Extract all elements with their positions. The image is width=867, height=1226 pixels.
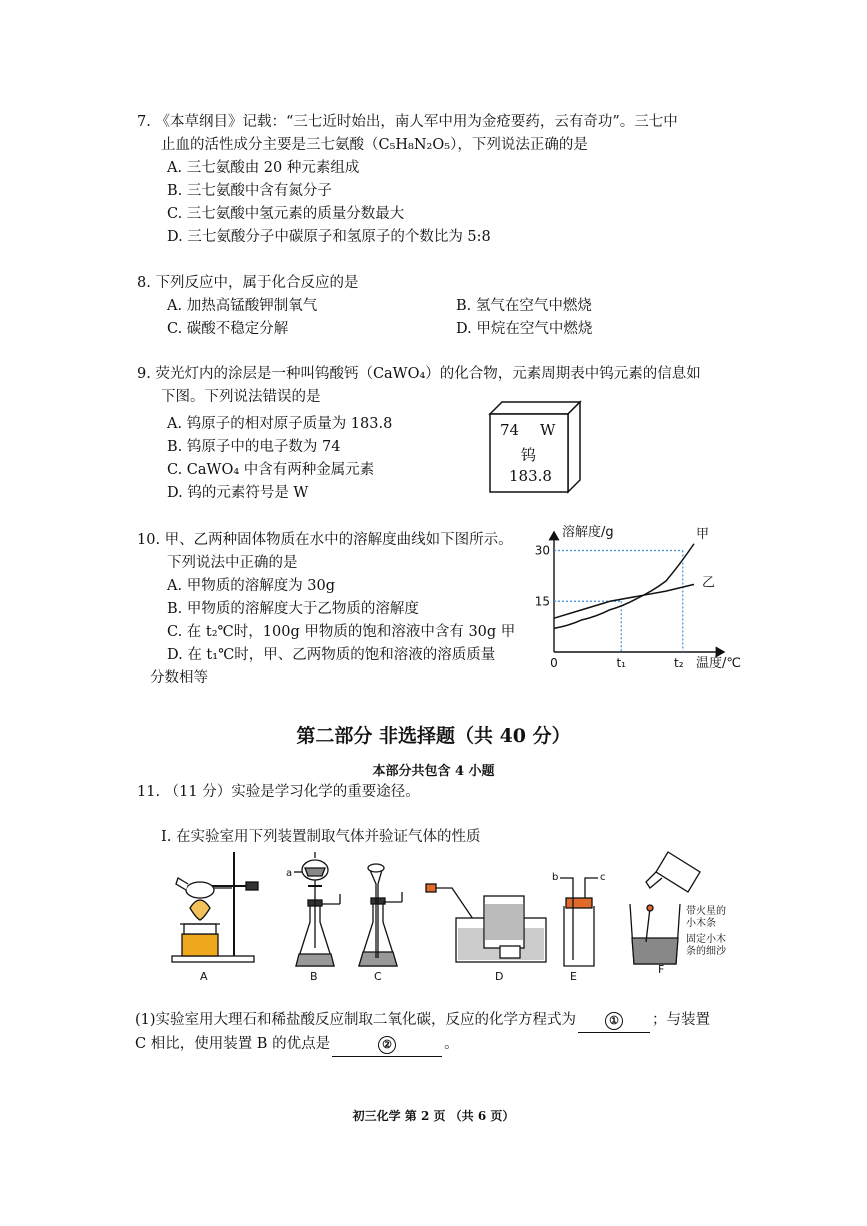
q7-stem-line1: 7. 《本草纲目》记载：“三七近时始出，南人军中用为金疮要药，云有奇功”。三七中 (137, 114, 678, 130)
q7-option-d: D. 三七氨酸分子中碳原子和氢原子的个数比为 5:8 (167, 229, 491, 245)
chart-series-label-yi: 乙 (702, 575, 716, 591)
q10-stem-line1: 10. 甲、乙两种固体物质在水中的溶解度曲线如下图所示。 (137, 532, 513, 548)
apparatus-label-b: B (310, 970, 318, 983)
q10-option-d: D. 在 t₁℃时，甲、乙两物质的饱和溶液的溶质质量 (167, 647, 496, 663)
q11-sub1-end: 。 (444, 1036, 459, 1052)
apparatus-label-c: C (374, 970, 382, 983)
q9-option-d: D. 钨的元素符号是 W (167, 485, 309, 501)
part2-title: 第二部分 非选择题（共 40 分） (296, 725, 571, 747)
element-box-side (568, 402, 580, 492)
apparatus-label-e: E (570, 970, 577, 983)
q7-stem-line2: 止血的活性成分主要是三七氨酸（C₅H₈N₂O₅），下列说法正确的是 (161, 137, 588, 153)
chart-origin-label: 0 (550, 656, 558, 670)
chart-series-label-jia: 甲 (696, 526, 710, 542)
q9-stem-line2: 下图。下列说法错误的是 (161, 389, 321, 405)
q9-stem-line1: 9. 荧光灯内的涂层是一种叫钨酸钙（CaWO₄）的化合物，元素周期表中钨元素的信息如 (137, 366, 701, 382)
chart-y-label: 溶解度/g (562, 525, 614, 540)
element-box-top (490, 402, 580, 414)
blank-2-marker: ② (378, 1036, 396, 1054)
answer-blank-2[interactable] (332, 1033, 442, 1057)
apparatus-c (359, 864, 402, 966)
apparatus-e (552, 872, 606, 966)
q7-option-c: C. 三七氨酸中氢元素的质量分数最大 (167, 206, 405, 222)
q11-sub1-line1 (135, 1009, 710, 1033)
port-label-a: a (286, 868, 293, 879)
port-label-c: c (600, 872, 606, 883)
element-symbol: W (540, 421, 556, 439)
q8-option-b: B. 氢气在空气中燃烧 (456, 298, 592, 314)
q11-sub1-text1: (1)实验室用大理石和稀盐酸反应制取二氧化碳，反应的化学方程式为 (135, 1012, 577, 1028)
q10-option-b: B. 甲物质的溶解度大于乙物质的溶解度 (167, 601, 419, 617)
q11-sub1-text3: C 相比，使用装置 B 的优点是 (135, 1036, 331, 1052)
series-line-jia (554, 544, 694, 629)
part2-subtitle: 本部分共包含 4 小题 (372, 764, 495, 779)
chart-x-tick-t2: t₂ (674, 656, 684, 670)
f-note-1: 带火星的 (686, 906, 726, 917)
apparatus-diagram (160, 848, 750, 988)
apparatus-label-f: F (658, 963, 665, 976)
answer-blank-1[interactable] (578, 1009, 650, 1033)
q8-option-a: A. 加热高锰酸钾制氧气 (167, 298, 318, 314)
q11-sub1-line2 (135, 1033, 459, 1057)
q7-option-b: B. 三七氨酸中含有氮分子 (167, 183, 332, 199)
apparatus-d (426, 884, 546, 962)
q10-option-a: A. 甲物质的溶解度为 30g (167, 578, 336, 594)
q7-option-a: A. 三七氨酸由 20 种元素组成 (167, 160, 360, 176)
q8-option-c: C. 碳酸不稳定分解 (167, 321, 289, 337)
q9-option-a: A. 钨原子的相对原子质量为 183.8 (167, 416, 393, 432)
element-atomic-number: 74 (500, 421, 520, 439)
apparatus-a (172, 852, 258, 962)
chart-y-tick-15: 15 (534, 594, 550, 609)
q11-section-1: Ⅰ. 在实验室用下列装置制取气体并验证气体的性质 (161, 829, 481, 845)
q8-stem: 8. 下列反应中，属于化合反应的是 (137, 275, 359, 291)
port-label-b: b (552, 872, 559, 883)
apparatus-label-d: D (495, 970, 504, 983)
chart-x-tick-t1: t₁ (616, 656, 626, 670)
blank-1-marker: ① (605, 1012, 623, 1030)
apparatus-b (286, 852, 340, 966)
solubility-chart (520, 522, 741, 672)
chart-y-tick-30: 30 (534, 543, 550, 558)
f-note-4: 条的细沙 (686, 946, 726, 957)
q8-option-d: D. 甲烷在空气中燃烧 (456, 321, 593, 337)
q9-option-c: C. CaWO₄ 中含有两种金属元素 (167, 462, 375, 478)
element-atomic-mass: 183.8 (509, 467, 552, 485)
f-note-3: 固定小木 (686, 934, 726, 945)
q10-option-c: C. 在 t₂℃时，100g 甲物质的饱和溶液中含有 30g 甲 (167, 624, 516, 640)
q11-stem: 11. （11 分）实验是学习化学的重要途径。 (137, 784, 420, 800)
q10-option-d-cont: 分数相等 (150, 670, 208, 686)
apparatus-label-a: A (200, 970, 208, 983)
chart-x-label: 温度/℃ (696, 656, 741, 671)
page-footer: 初三化学 第 2 页 （共 6 页） (352, 1109, 515, 1123)
q10-stem-line2: 下列说法中正确的是 (167, 555, 298, 571)
element-name: 钨 (521, 446, 537, 464)
q9-option-b: B. 钨原子中的电子数为 74 (167, 439, 341, 455)
f-note-2: 小木条 (686, 918, 716, 929)
q11-sub1-text2: ；与装置 (652, 1012, 711, 1028)
